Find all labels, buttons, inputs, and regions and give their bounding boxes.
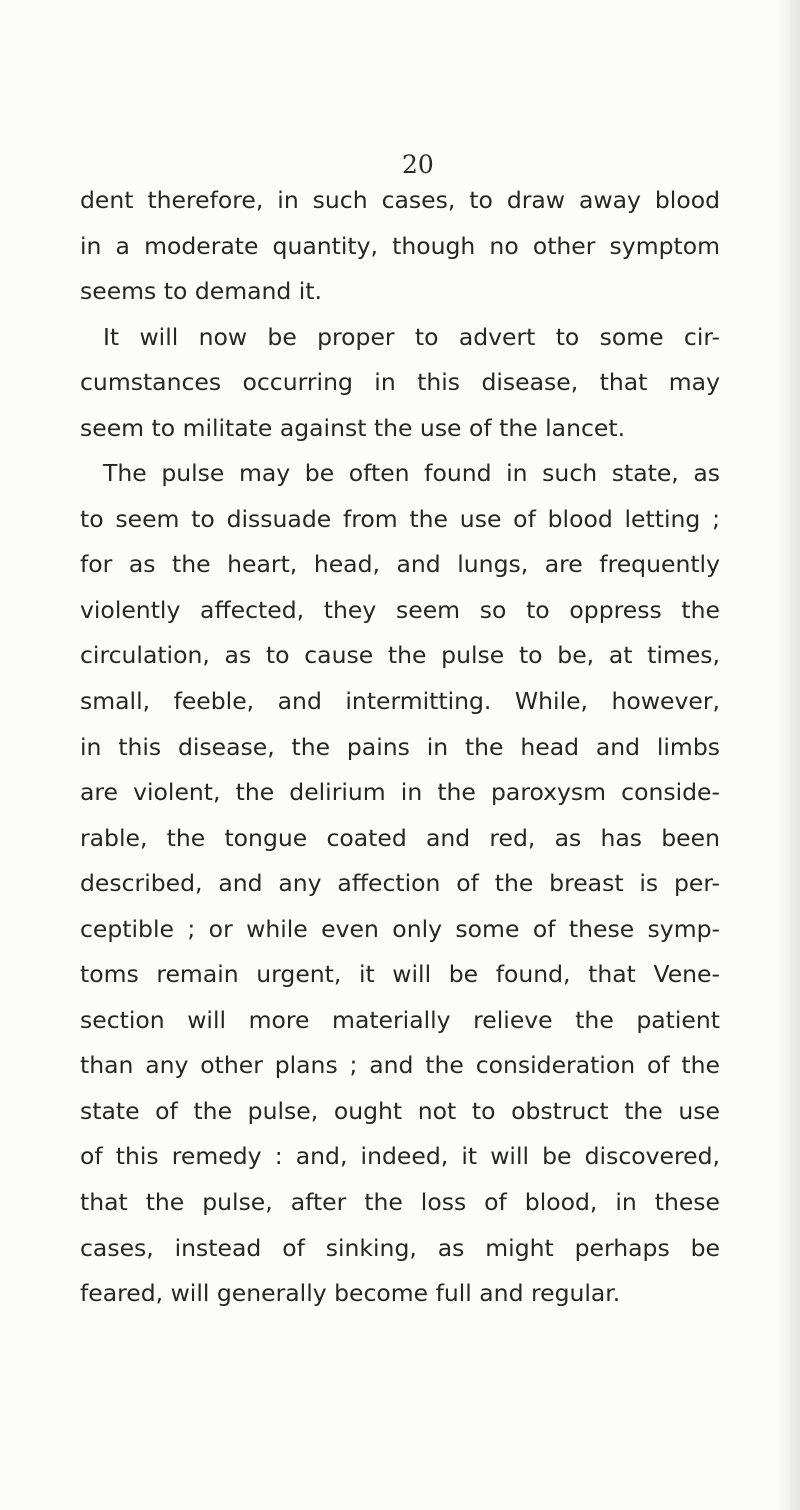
text-line: of this remedy : and, indeed, it will be discovered, <box>80 1142 720 1171</box>
body-text <box>80 178 720 1317</box>
text-line: toms remain urgent, it will be found, that Vene- <box>80 960 720 989</box>
text-line: state of the pulse, ought not to obstruct the use <box>80 1096 720 1125</box>
text-line: than any other plans ; and the consideration of the <box>80 1051 720 1080</box>
text-line: described, and any affection of the breast is per- <box>80 869 720 898</box>
text-line: for as the heart, head, and lungs, are frequently <box>80 550 720 579</box>
text-line: feared, will generally become full and regular. <box>80 1279 621 1308</box>
text-line: are violent, the delirium in the paroxysm conside- <box>80 778 720 807</box>
text-line: circulation, as to cause the pulse to be, at times, <box>80 641 720 670</box>
paragraph-start-line: It will now be proper to advert to some cir- <box>103 322 720 351</box>
text-line: seem to militate against the use of the lancet. <box>80 413 626 442</box>
text-line: ceptible ; or while even only some of these symp- <box>80 914 720 943</box>
text-line: in a moderate quantity, though no other symptom <box>80 231 720 260</box>
page-edge-shadow <box>778 0 800 1510</box>
text-line: to seem to dissuade from the use of blood letting ; <box>80 504 720 533</box>
text-line: in this disease, the pains in the head and limbs <box>80 732 720 761</box>
text-line: section will more materially relieve the patient <box>80 1005 720 1034</box>
text-line: that the pulse, after the loss of blood, in these <box>80 1188 720 1217</box>
text-line: cases, instead of sinking, as might perhaps be <box>80 1233 720 1262</box>
text-line: violently affected, they seem so to oppress the <box>80 595 720 624</box>
text-line: small, feeble, and intermitting. While, however, <box>80 687 720 716</box>
text-line: rable, the tongue coated and red, as has been <box>80 823 720 852</box>
text-line: cumstances occurring in this disease, that may <box>80 368 720 397</box>
text-line: seems to demand it. <box>80 277 322 306</box>
text-line: dent therefore, in such cases, to draw away blood <box>80 186 720 214</box>
page-number: 20 <box>402 150 434 179</box>
paragraph-start-line: The pulse may be often found in such state, as <box>103 459 720 488</box>
